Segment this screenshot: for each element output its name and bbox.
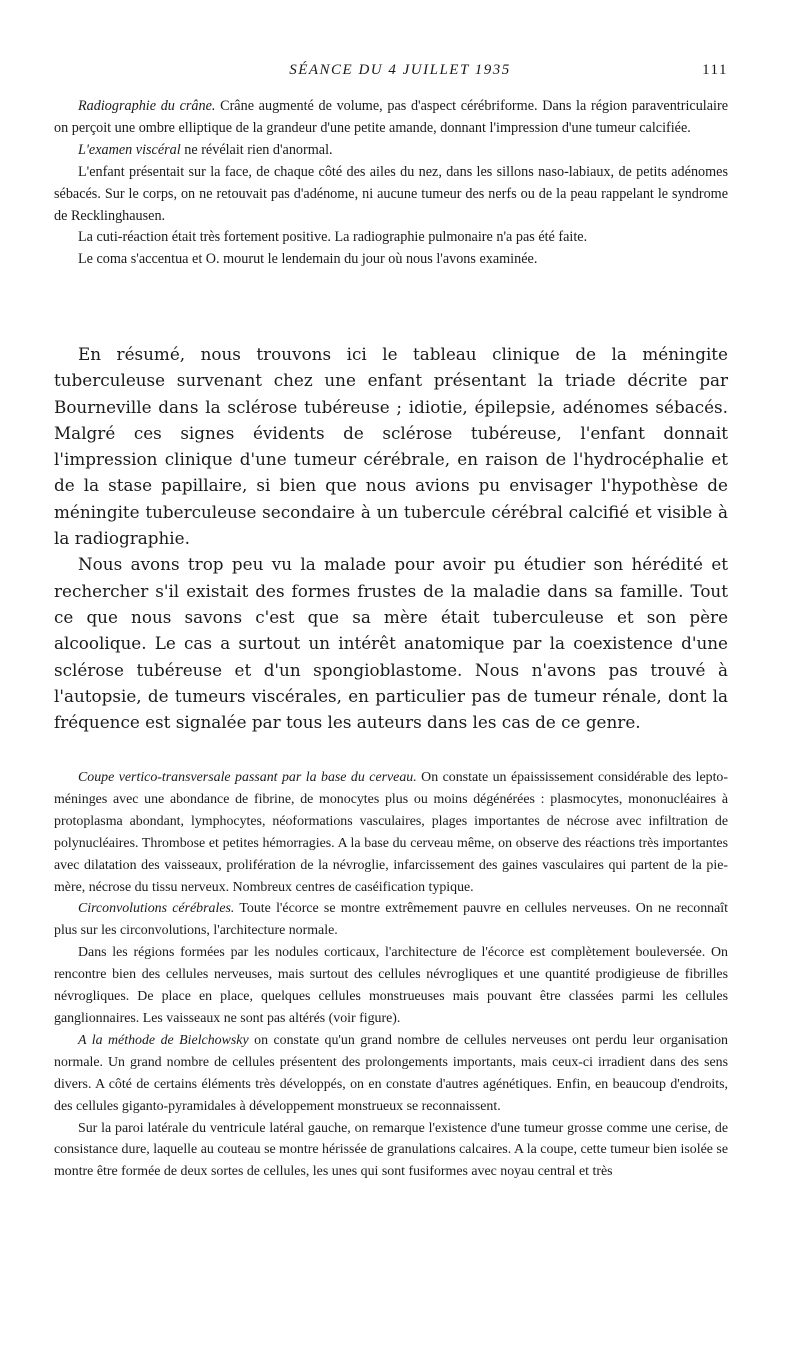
paragraph-text: La cuti-réaction était très fortement positive. La radiographie pulmonaire n'a pas été faite. — [78, 229, 588, 246]
paragraph — [54, 227, 728, 249]
page-number: 111 — [702, 62, 728, 78]
anatomy-section — [54, 767, 728, 1183]
paragraph — [54, 898, 728, 942]
paragraph — [54, 942, 728, 1030]
paragraph-text: On constate un épaississement considérable des lepto-méninges avec une abondance de fibrine, de monocytes plus ou moins dégénérées : plasmocytes, mononucléaires à protoplasma abondant, lymphocytes, néoformations vasculaires, plages importantes de nécrose avec infiltration de polynucléaires. Thrombose et petites hémorragies. A la base du cerveau même, on observe des réactions très importantes avec dilatation des vaisseaux, prolifération de la névroglie, infarcissement des gaines vasculaires qui partent de la pie-mère, nécrose du tissu nerveux. Nombreux centres de caséification typique. — [54, 770, 729, 895]
paragraph — [54, 1030, 728, 1118]
paragraph-text: L'enfant présentait sur la face, de chaque côté des ailes du nez, dans les sillons naso-labiaux, de petits adénomes sébacés. Sur le corps, on ne retouvait pas d'adénome, ni aucune tumeur des nerfs ou de la peau rappelant le syndrome de Recklinghausen. — [54, 163, 728, 224]
paragraph — [54, 767, 728, 898]
paragraph — [54, 249, 728, 271]
summary-section — [54, 341, 728, 735]
paragraph-lead: L'examen viscéral — [78, 141, 181, 158]
paragraph-lead: Radiographie du crâne. — [78, 98, 216, 114]
paragraph-text: on constate qu'un grand nombre de cellules nerveuses ont perdu leur organisation normale. Un grand nombre de cellules présentent des prolongements importants, mais ceux-ci irradient dans des sens divers. A côté de certains éléments très développés, on en constate d'autres agénétiques. Enfin, en beaucoup d'endroits, des cellules giganto-pyramidales à développement monstrueux se reconnaissent. — [54, 1032, 729, 1114]
paragraph-text: Toute l'écorce se montre extrêmement pauvre en cellules nerveuses. On ne reconnaît plus sur les circonvolutions, l'architecture normale. — [54, 901, 729, 939]
paragraph — [54, 1118, 728, 1184]
paragraph-lead: Coupe vertico-transversale passant par la base du cerveau. — [78, 770, 417, 785]
paragraph-text: Crâne augmenté de volume, pas d'aspect cérébriforme. Dans la région paraventriculaire on perçoit une ombre elliptique de la grandeur d'une petite amande, donnant l'impression d'une tumeur calcifiée. — [54, 98, 728, 136]
header-title: SÉANCE DU 4 JUILLET 1935 — [289, 62, 511, 78]
paragraph-lead: A la méthode de Bielchowsky — [78, 1032, 249, 1048]
paragraph — [54, 140, 728, 162]
paragraph-text: Dans les régions formées par les nodules corticaux, l'architecture de l'écorce est complètement bouleversée. On rencontre bien des cellules nerveuses, mais surtout des cellules névrogliques et une quantité prodigieuse de fibrilles névrogliques. De place en place, quelques cellules monstrueuses mais pouvant être classées parmi les cellules ganglionnaires. Les vaisseaux ne sont pas altérés (voir figure). — [54, 945, 728, 1026]
paragraph-text: Le coma s'accentua et O. mourut le lendemain du jour où nous l'avons examinée. — [78, 251, 538, 268]
running-header — [0, 62, 800, 86]
paragraph-text: ne révélait rien d'anormal. — [180, 141, 333, 158]
paragraph-lead: Circonvolutions cérébrales. — [78, 901, 235, 917]
case-notes — [54, 96, 728, 271]
paragraph — [54, 96, 728, 140]
paragraph — [54, 162, 728, 228]
summary-paragraph: En résumé, nous trouvons ici le tableau clinique de la méningite tuberculeuse survenant chez une enfant présentant la triade décrite par Bourneville dans la sclérose tubéreuse ; idiotie, épilepsie, adénomes sébacés. Malgré ces signes évidents de sclérose tubéreuse, l'enfant donnait l'impression clinique d'une tumeur cérébrale, en raison de l'hydrocéphalie et de la stase papillaire, si bien que nous avions pu envisager l'hypothèse de méningite tuberculeuse secondaire à un tubercule cérébral calcifié et visible à la radiographie. — [54, 344, 728, 549]
summary-paragraph: Nous avons trop peu vu la malade pour avoir pu étudier son hérédité et rechercher s'il existait des formes frustes de la maladie dans sa famille. Tout ce que nous savons c'est que sa mère était tuberculeuse et son père alcoolique. Le cas a surtout un intérêt anatomique par la coexistence d'une sclérose tubéreuse et d'un spongioblastome. Nous n'avons pas trouvé à l'autopsie, de tumeurs viscérales, en particulier pas de tumeur rénale, dont la fréquence est signalée par tous les auteurs dans les cas de ce genre. — [54, 554, 728, 733]
paragraph-text: Sur la paroi latérale du ventricule latéral gauche, on remarque l'existence d'une tumeur grosse comme une cerise, de consistance dure, laquelle au couteau se montre hérissée de granulations calcaires. A la coupe, cette tumeur bien isolée se montre être formée de deux sortes de cellules, les unes qui sont fusiformes avec noyau central et très — [54, 1120, 728, 1180]
